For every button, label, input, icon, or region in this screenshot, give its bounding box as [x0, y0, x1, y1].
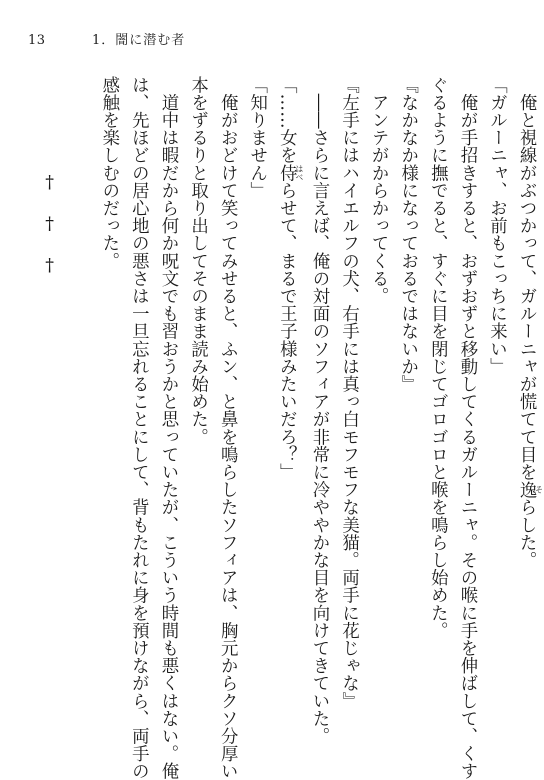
text-line [64, 76, 94, 676]
ruby-annotation: 侍はべ [276, 163, 304, 182]
text-line: ――さらに言えば、俺の対面のソフィアが非常に冷ややかな目を向けてきていた。 [308, 76, 329, 745]
text-line: 「ガルーニャ、お前もこっちに来い」 [486, 76, 507, 376]
text-line: 俺がおどけて笑ってみせると、ふン、と鼻を鳴らしたソフィアは、胸元からクソ分厚い [217, 76, 238, 780]
page-header [0, 0, 500, 60]
ruby-reading: はべ [294, 163, 304, 182]
text-line: 本をずるりと取り出してそのまま読み始めた。 [187, 76, 208, 446]
text-line: は、先ほどの居心地の悪さは一旦忘れることにして、背もたれに身を預けながら、両手の [128, 76, 149, 780]
vertical-text-column-block [34, 76, 544, 780]
section-break-mark: † † † [39, 76, 60, 278]
text-line: アンテがからかってくる。 [368, 76, 389, 305]
text-line: 「……女を侍はべらせて、まるで王子様みたいだろ？」 [276, 76, 304, 481]
text-line: ぐるように撫でると、すぐに目を閉じてゴロゴロと喉を鳴らし始めた。 [427, 76, 448, 640]
text-line: 俺と視線がぶつかって、ガルーニャが慌てて目を逸そらした。 [516, 76, 544, 569]
text-line: 「知りません」 [246, 76, 267, 200]
novel-text-body [34, 76, 544, 780]
text-line: 『左手にはハイエルフの犬、右手には真っ白モフモフな美猫。両手に花じゃな』 [338, 76, 359, 710]
ruby-annotation: 逸そ [516, 480, 544, 499]
text-line: 『なかなか様になっておるではないか』 [397, 76, 418, 393]
text-line: 俺が手招きすると、おずおずと移動してくるガルーニャ。その喉に手を伸ばして、くす [456, 76, 477, 780]
text-line: 道中は暇だから何か呪文でも習おうかと思っていたが、こういう時間も悪くはない。俺 [157, 76, 178, 780]
text-line: 感触を楽しむのだった。 [98, 76, 119, 270]
ruby-reading: そ [534, 480, 544, 499]
page-number: 13 [28, 33, 46, 48]
chapter-title: 1．闇に潜む者 [92, 33, 186, 48]
